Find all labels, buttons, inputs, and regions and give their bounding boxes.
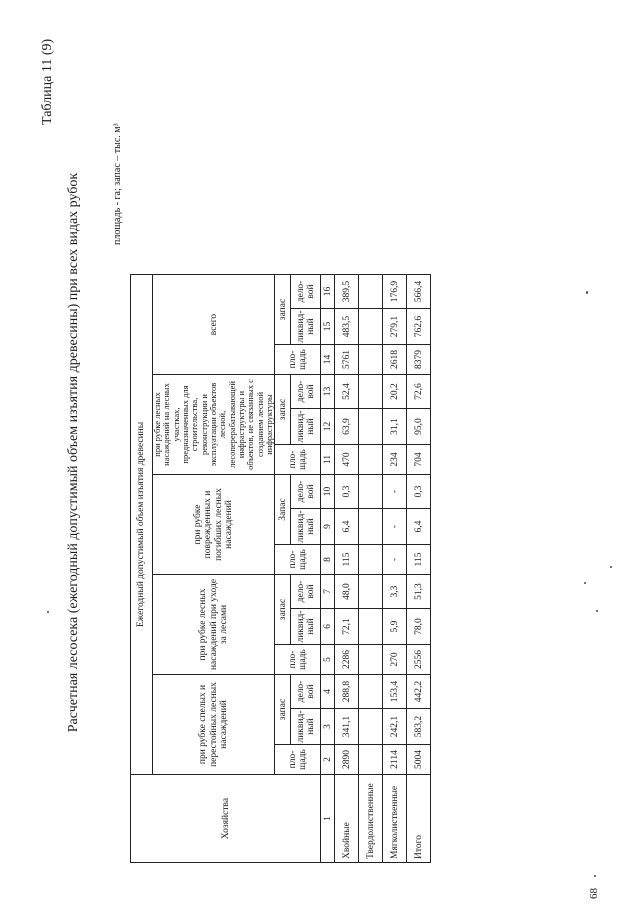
- table-cell: [359, 345, 383, 375]
- table-cell: 279,1: [383, 309, 407, 345]
- table-cell: 95,0: [407, 409, 431, 445]
- table-cell: 762,6: [407, 309, 431, 345]
- header-area: пло-щадь: [275, 545, 321, 575]
- table-cell: -: [383, 545, 407, 575]
- column-number: 14: [321, 345, 335, 375]
- table-cell: 0,3: [335, 475, 359, 509]
- table-cell: 2618: [383, 345, 407, 375]
- column-number: 15: [321, 309, 335, 345]
- column-number: 4: [321, 675, 335, 709]
- header-cat-mature: при рубке спелых и перестойных лесных насаждений: [153, 675, 275, 775]
- column-number: 13: [321, 375, 335, 409]
- column-number: 8: [321, 545, 335, 575]
- header-liquid: ликвид-ный: [291, 609, 321, 645]
- header-area: пло-щадь: [275, 445, 321, 475]
- header-commercial: дело-вой: [291, 675, 321, 709]
- table-cell: 242,1: [383, 709, 407, 745]
- table-cell: 5004: [407, 745, 431, 775]
- scan-speck: [584, 582, 586, 584]
- table-cell: [359, 375, 383, 409]
- column-number: 3: [321, 709, 335, 745]
- table-cell: 341,1: [335, 709, 359, 745]
- header-area: пло-щадь: [275, 345, 321, 375]
- allowable-cut-table: [130, 274, 431, 863]
- table-row-hardwood: [359, 275, 383, 863]
- row-label: Твердолиственные: [359, 775, 383, 863]
- scan-speck: [586, 291, 588, 294]
- table-cell: 2114: [383, 745, 407, 775]
- row-label: Итого: [407, 775, 431, 863]
- column-number: 16: [321, 275, 335, 309]
- table-cell: 583,2: [407, 709, 431, 745]
- table-cell: [359, 545, 383, 575]
- table-cell: 6,4: [407, 509, 431, 545]
- header-row-group: [131, 275, 153, 863]
- table-cell: [359, 709, 383, 745]
- table-cell: [359, 609, 383, 645]
- header-liquid: ликвид-ный: [291, 509, 321, 545]
- table-cell: 2890: [335, 745, 359, 775]
- table-cell: [359, 509, 383, 545]
- page-number: 68: [588, 888, 600, 899]
- header-cat-infrastructure: при рубке лесных насаждений на лесных участках, предназначенных для строительства, реконструкции и эксплуатации объектов лесной, лесоперерабатывающей инфраструктуры и объектов, не связанных с созданием лесной инфраструктуры: [153, 375, 275, 475]
- table-cell: 2286: [335, 645, 359, 675]
- table-cell: 72,6: [407, 375, 431, 409]
- table-cell: -: [383, 475, 407, 509]
- column-number-row: [321, 275, 335, 863]
- header-cat-total: всего: [153, 275, 275, 375]
- scan-speck: [596, 610, 598, 612]
- table-cell: 483,5: [335, 309, 359, 345]
- header-row-stock: [275, 275, 291, 863]
- column-number: 6: [321, 609, 335, 645]
- column-number: 9: [321, 509, 335, 545]
- units-note: площадь - га; запас – тыс. м³: [112, 123, 123, 245]
- column-number: 5: [321, 645, 335, 675]
- header-area: пло-щадь: [275, 745, 321, 775]
- table-cell: 442,2: [407, 675, 431, 709]
- column-number: 11: [321, 445, 335, 475]
- table-cell: 0,3: [407, 475, 431, 509]
- table-cell: [359, 275, 383, 309]
- row-label: Хвойные: [335, 775, 359, 863]
- column-number: 12: [321, 409, 335, 445]
- header-farms: Хозяйства: [131, 775, 321, 863]
- header-commercial: дело-вой: [291, 375, 321, 409]
- header-cat-damaged: при рубке поврежденных и погибших лесных насаждений: [153, 475, 275, 575]
- header-stock: запас: [275, 275, 291, 345]
- table-cell: [359, 309, 383, 345]
- table-cell: 31,1: [383, 409, 407, 445]
- table-cell: 8379: [407, 345, 431, 375]
- table-cell: [359, 675, 383, 709]
- header-stock: Запас: [275, 475, 291, 545]
- header-liquid: ликвид-ный: [291, 409, 321, 445]
- header-area: пло-щадь: [275, 645, 321, 675]
- table-cell: [359, 745, 383, 775]
- header-stock: запас: [275, 575, 291, 645]
- table-cell: 115: [407, 545, 431, 575]
- table-cell: 48,0: [335, 575, 359, 609]
- table-caption: Таблица 11 (9): [40, 38, 55, 125]
- table-cell: 6,4: [335, 509, 359, 545]
- column-number: 2: [321, 745, 335, 775]
- table-row-softwood: [383, 275, 407, 863]
- table-cell: 3,3: [383, 575, 407, 609]
- table-cell: 288,8: [335, 675, 359, 709]
- column-number: 7: [321, 575, 335, 609]
- header-commercial: дело-вой: [291, 475, 321, 509]
- table-cell: 470: [335, 445, 359, 475]
- table-cell: 52,4: [335, 375, 359, 409]
- table-cell: 704: [407, 445, 431, 475]
- table-cell: 5761: [335, 345, 359, 375]
- table-cell: 566,4: [407, 275, 431, 309]
- table-cell: 51,3: [407, 575, 431, 609]
- column-number: 10: [321, 475, 335, 509]
- row-label: Мягколиственные: [383, 775, 407, 863]
- table-cell: 5,9: [383, 609, 407, 645]
- header-commercial: дело-вой: [291, 275, 321, 309]
- document-title: Расчетная лесосека (ежегодный допустимый объем изъятия древесины) при всех видах рубок: [66, 172, 81, 733]
- header-row-categories: [153, 275, 275, 863]
- header-cat-care: при рубке лесных насаждений при уходе за лесами: [153, 575, 275, 675]
- table-cell: 2556: [407, 645, 431, 675]
- table-cell: 389,5: [335, 275, 359, 309]
- table-row-total: [407, 275, 431, 863]
- table-cell: [359, 475, 383, 509]
- header-liquid: ликвид-ный: [291, 709, 321, 745]
- table-cell: 270: [383, 645, 407, 675]
- table-cell: 72,1: [335, 609, 359, 645]
- table-cell: 176,9: [383, 275, 407, 309]
- table-cell: [359, 645, 383, 675]
- table-cell: 20,2: [383, 375, 407, 409]
- header-stock: запас: [275, 675, 291, 745]
- header-commercial: дело-вой: [291, 575, 321, 609]
- scan-speck: [47, 611, 49, 613]
- table-cell: [359, 575, 383, 609]
- table-cell: -: [383, 509, 407, 545]
- scan-speck: [610, 566, 612, 568]
- table-cell: [359, 445, 383, 475]
- table-row-coniferous: [335, 275, 359, 863]
- table-cell: 63,9: [335, 409, 359, 445]
- table-cell: 153,4: [383, 675, 407, 709]
- column-number: 1: [321, 775, 335, 863]
- header-liquid: ликвид-ный: [291, 309, 321, 345]
- header-stock: запас: [275, 375, 291, 445]
- header-annual-volume: Ежегодный допустимый объем изъятия древесины: [131, 275, 153, 775]
- table-cell: [359, 409, 383, 445]
- table-cell: 234: [383, 445, 407, 475]
- table-cell: 115: [335, 545, 359, 575]
- scan-speck: [594, 875, 596, 877]
- table-cell: 78,0: [407, 609, 431, 645]
